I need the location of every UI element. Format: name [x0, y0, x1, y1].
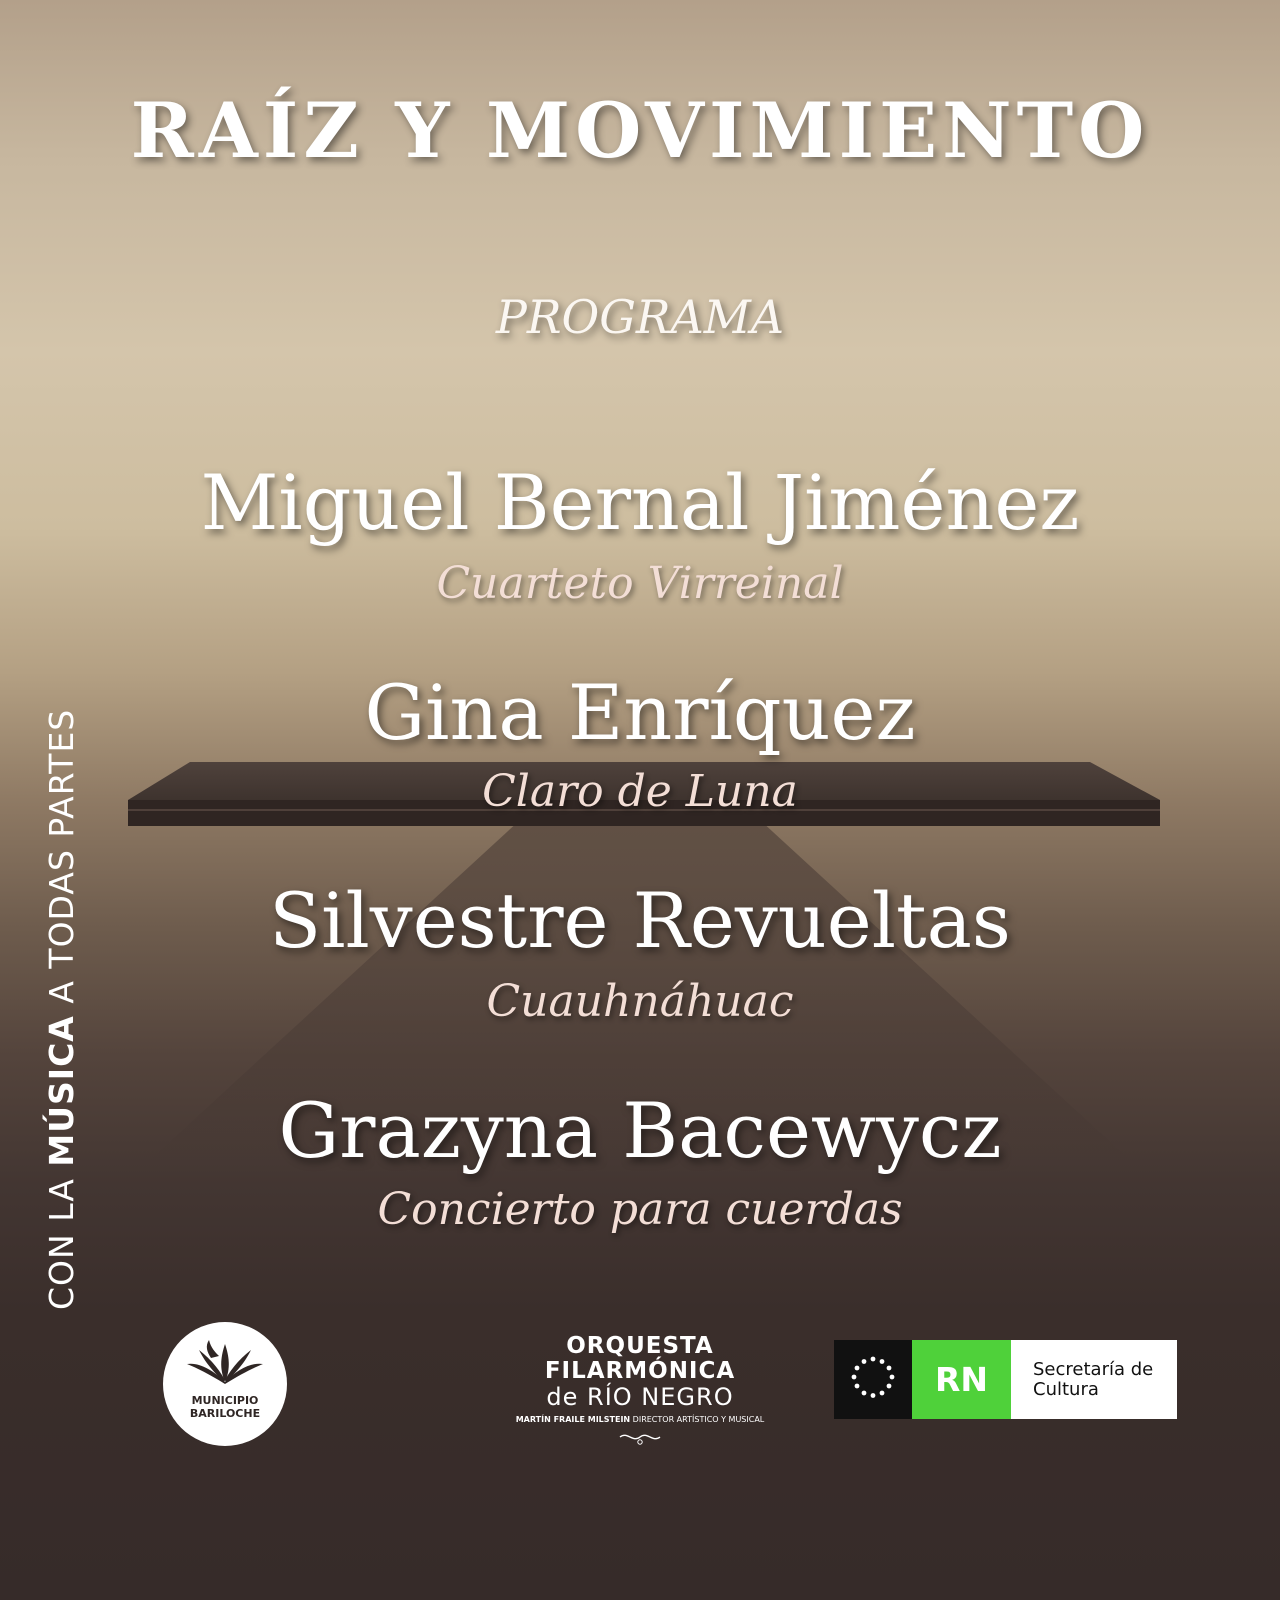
cultura-line1: Secretaría de [1033, 1358, 1154, 1380]
rn-abbreviation: RN [912, 1340, 1011, 1419]
composer-name: Miguel Bernal Jiménez [200, 458, 1080, 547]
bariloche-logo [163, 1322, 287, 1446]
stars-circle-icon [834, 1340, 912, 1419]
bariloche-label [163, 1394, 287, 1420]
work-title: Cuarteto Virreinal [436, 558, 844, 609]
cultura-label [1011, 1340, 1177, 1419]
lily-flower-icon [163, 1322, 287, 1446]
work-title: Claro de Luna [482, 766, 798, 817]
slogan-part: CON LA [42, 1166, 81, 1310]
orquesta-director [440, 1413, 840, 1427]
bariloche-line2: BARILOCHE [189, 1407, 261, 1420]
orquesta-line2: FILARMÓNICA [544, 1358, 736, 1384]
side-slogan [42, 650, 81, 1310]
ornament-icon [615, 1429, 665, 1447]
composer-name: Silvestre Revueltas [269, 876, 1011, 965]
rn-cultura-logo [834, 1340, 1177, 1419]
director-name: MARTÍN FRAILE MILSTEIN [515, 1415, 631, 1424]
cultura-line2: Cultura [1033, 1378, 1099, 1400]
director-role: DIRECTOR ARTÍSTICO Y MUSICAL [630, 1415, 765, 1424]
composer-name: Gina Enríquez [364, 668, 916, 757]
work-title: Concierto para cuerdas [377, 1184, 903, 1235]
orquesta-line1: ORQUESTA [566, 1333, 714, 1359]
work-title: Cuauhnáhuac [486, 976, 794, 1027]
slogan-part: A TODAS PARTES [42, 708, 81, 1016]
poster-title: RAÍZ Y MOVIMIENTO [130, 86, 1150, 175]
program-heading: PROGRAMA [495, 290, 785, 344]
slogan-highlight: MÚSICA [42, 1015, 81, 1167]
orquesta-line3: de RÍO NEGRO [546, 1383, 734, 1411]
composer-name: Grazyna Bacewycz [278, 1086, 1002, 1175]
flag-block [834, 1340, 912, 1419]
orquesta-logo [440, 1334, 840, 1447]
bariloche-line1: MUNICIPIO [191, 1394, 259, 1407]
